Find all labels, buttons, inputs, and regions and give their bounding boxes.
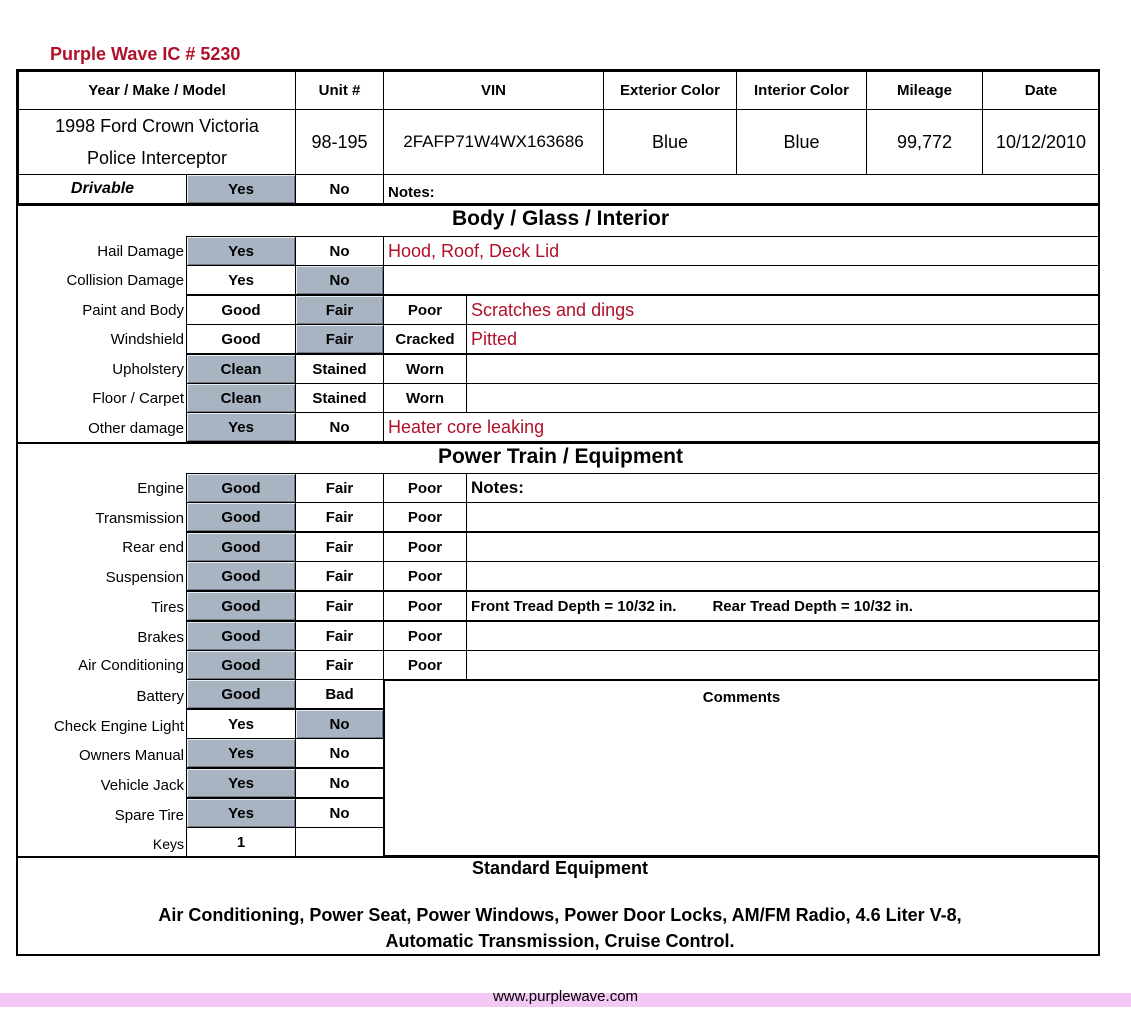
drivable-label: Drivable — [18, 174, 187, 204]
transmission-poor[interactable]: Poor — [383, 502, 467, 532]
check-engine-light-yes[interactable]: Yes — [186, 709, 296, 739]
tires-poor[interactable]: Poor — [383, 591, 467, 621]
spare-tire-label: Spare Tire — [114, 807, 184, 824]
paint-body-label: Paint and Body — [82, 302, 184, 319]
vehicle-jack-no[interactable]: No — [295, 768, 384, 798]
section-divider — [18, 204, 1100, 206]
hail-damage-no[interactable]: No — [295, 236, 384, 266]
brakes-fair[interactable]: Fair — [295, 621, 384, 651]
owners-manual-label: Owners Manual — [78, 747, 184, 764]
drivable-no[interactable]: No — [295, 174, 384, 204]
vehicle-vin: 2FAFP71W4WX163686 — [383, 109, 604, 175]
brakes-good[interactable]: Good — [186, 621, 296, 651]
vehicle-model-line2: Police Interceptor — [86, 148, 228, 168]
engine-good[interactable]: Good — [186, 473, 296, 503]
floor-carpet-label: Floor / Carpet — [92, 390, 184, 407]
upholstery-worn[interactable]: Worn — [383, 354, 467, 384]
paint-body-poor[interactable]: Poor — [383, 295, 467, 325]
power-section-title: Power Train / Equipment — [437, 445, 684, 468]
keys-label: Keys — [152, 836, 184, 852]
windshield-label: Windshield — [110, 331, 184, 348]
rear-end-note — [466, 532, 1100, 562]
suspension-poor[interactable]: Poor — [383, 561, 467, 591]
drivable-yes[interactable]: Yes — [186, 174, 296, 204]
col-interior-color: Interior Color — [736, 71, 867, 110]
transmission-good[interactable]: Good — [186, 502, 296, 532]
comments-label: Comments — [702, 689, 781, 706]
collision-damage-note — [383, 265, 1100, 295]
air-conditioning-label: Air Conditioning — [78, 657, 184, 674]
windshield-fair[interactable]: Fair — [295, 324, 384, 354]
footer-url-link[interactable]: www.purplewave.com — [492, 988, 639, 1005]
engine-fair[interactable]: Fair — [295, 473, 384, 503]
vehicle-exterior-color: Blue — [603, 109, 737, 175]
other-damage-yes[interactable]: Yes — [186, 412, 296, 442]
floor-carpet-note — [466, 383, 1100, 413]
check-engine-light-label: Check Engine Light — [53, 718, 184, 735]
battery-label: Battery — [136, 688, 184, 705]
standard-equipment-line2: Automatic Transmission, Cruise Control. — [385, 931, 735, 951]
upholstery-stained[interactable]: Stained — [295, 354, 384, 384]
air-conditioning-poor[interactable]: Poor — [383, 650, 467, 680]
air-conditioning-note — [466, 650, 1100, 680]
transmission-label: Transmission — [95, 510, 184, 527]
inspection-form — [16, 69, 1100, 956]
floor-carpet-stained[interactable]: Stained — [295, 383, 384, 413]
keys-count[interactable]: 1 — [186, 827, 296, 857]
tires-front-tread: Front Tread Depth = 10/32 in. — [471, 597, 677, 615]
collision-damage-label: Collision Damage — [66, 272, 184, 289]
spare-tire-yes[interactable]: Yes — [186, 798, 296, 828]
tires-rear-tread: Rear Tread Depth = 10/32 in. — [712, 597, 913, 615]
body-section-title: Body / Glass / Interior — [451, 207, 670, 230]
floor-carpet-worn[interactable]: Worn — [383, 383, 467, 413]
tires-note — [466, 591, 1100, 621]
paint-body-note: Scratches and dings — [466, 295, 1100, 325]
comments-box[interactable] — [383, 679, 1100, 857]
upholstery-note — [466, 354, 1100, 384]
hail-damage-yes[interactable]: Yes — [186, 236, 296, 266]
col-date: Date — [982, 71, 1100, 110]
standard-equipment-line1: Air Conditioning, Power Seat, Power Windows, Power Door Locks, AM/FM Radio, 4.6 Liter V-8, — [158, 905, 962, 925]
check-engine-light-no[interactable]: No — [295, 709, 384, 739]
rear-end-good[interactable]: Good — [186, 532, 296, 562]
drivable-notes: Notes: — [383, 174, 1100, 204]
suspension-good[interactable]: Good — [186, 561, 296, 591]
power-notes-label: Notes: — [466, 473, 1100, 503]
paint-body-good[interactable]: Good — [186, 295, 296, 325]
air-conditioning-good[interactable]: Good — [186, 650, 296, 680]
floor-carpet-clean[interactable]: Clean — [186, 383, 296, 413]
owners-manual-yes[interactable]: Yes — [186, 738, 296, 768]
page-title: Purple Wave IC # 5230 — [50, 44, 241, 64]
vehicle-jack-yes[interactable]: Yes — [186, 768, 296, 798]
vehicle-unit: 98-195 — [295, 109, 384, 175]
col-exterior-color: Exterior Color — [603, 71, 737, 110]
battery-bad[interactable]: Bad — [295, 679, 384, 709]
vehicle-model-cell — [18, 109, 296, 175]
vehicle-date: 10/12/2010 — [982, 109, 1100, 175]
suspension-label: Suspension — [105, 569, 184, 586]
section-divider — [18, 442, 1100, 444]
suspension-note — [466, 561, 1100, 591]
brakes-label: Brakes — [137, 629, 184, 646]
brakes-note — [466, 621, 1100, 651]
tires-good[interactable]: Good — [186, 591, 296, 621]
upholstery-clean[interactable]: Clean — [186, 354, 296, 384]
rear-end-label: Rear end — [122, 539, 184, 556]
engine-label: Engine — [137, 480, 184, 497]
vehicle-model-line1: 1998 Ford Crown Victoria — [55, 116, 259, 136]
col-vin: VIN — [383, 71, 604, 110]
air-conditioning-fair[interactable]: Fair — [295, 650, 384, 680]
collision-damage-no[interactable]: No — [295, 265, 384, 295]
vehicle-interior-color: Blue — [736, 109, 867, 175]
vehicle-jack-label: Vehicle Jack — [100, 777, 184, 794]
owners-manual-no[interactable]: No — [295, 738, 384, 768]
other-damage-label: Other damage — [88, 420, 184, 437]
engine-poor[interactable]: Poor — [383, 473, 467, 503]
tires-label: Tires — [151, 599, 184, 616]
other-damage-no[interactable]: No — [295, 412, 384, 442]
transmission-note — [466, 502, 1100, 532]
col-mileage: Mileage — [866, 71, 983, 110]
keys-extra[interactable] — [295, 827, 384, 857]
tires-fair[interactable]: Fair — [295, 591, 384, 621]
rear-end-poor[interactable]: Poor — [383, 532, 467, 562]
paint-body-fair[interactable]: Fair — [295, 295, 384, 325]
hail-damage-label: Hail Damage — [97, 243, 184, 260]
col-year-make-model: Year / Make / Model — [18, 71, 296, 110]
col-unit: Unit # — [295, 71, 384, 110]
other-damage-note: Heater core leaking — [383, 412, 1100, 442]
transmission-fair[interactable]: Fair — [295, 502, 384, 532]
vehicle-mileage: 99,772 — [866, 109, 983, 175]
collision-damage-yes[interactable]: Yes — [186, 265, 296, 295]
rear-end-fair[interactable]: Fair — [295, 532, 384, 562]
suspension-fair[interactable]: Fair — [295, 561, 384, 591]
windshield-note: Pitted — [466, 324, 1100, 354]
upholstery-label: Upholstery — [112, 361, 184, 378]
windshield-good[interactable]: Good — [186, 324, 296, 354]
battery-good[interactable]: Good — [186, 679, 296, 709]
windshield-cracked[interactable]: Cracked — [383, 324, 467, 354]
hail-damage-note: Hood, Roof, Deck Lid — [383, 236, 1100, 266]
standard-equipment-title: Standard Equipment — [471, 858, 648, 878]
spare-tire-no[interactable]: No — [295, 798, 384, 828]
brakes-poor[interactable]: Poor — [383, 621, 467, 651]
